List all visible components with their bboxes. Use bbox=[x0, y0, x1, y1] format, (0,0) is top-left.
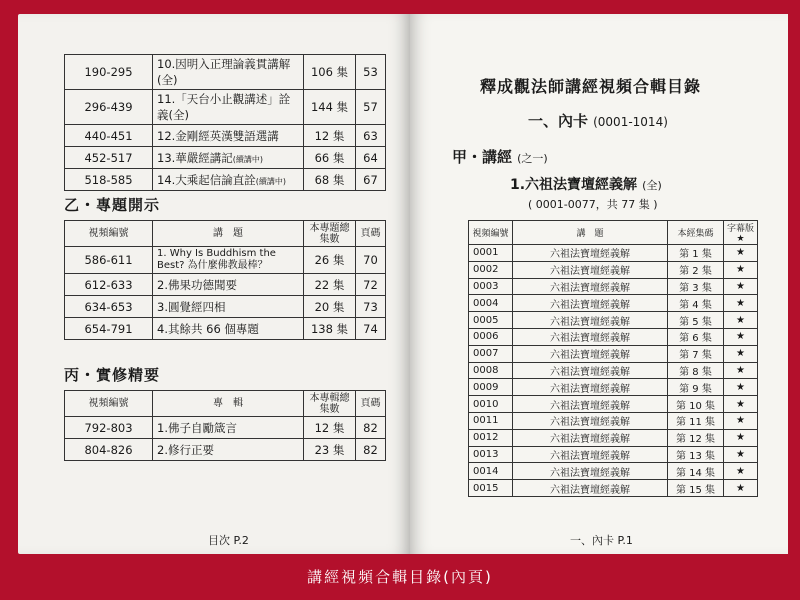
table-row bbox=[469, 429, 758, 446]
subtitle-star-icon: ★ bbox=[724, 480, 758, 497]
episode-number: 第 1 集 bbox=[668, 245, 724, 262]
episode-number: 第 5 集 bbox=[668, 312, 724, 329]
video-range: 586-611 bbox=[65, 247, 153, 274]
episode-number: 第 10 集 bbox=[668, 396, 724, 413]
table-row bbox=[65, 274, 386, 296]
video-id: 0003 bbox=[469, 278, 513, 295]
section-b-body bbox=[65, 247, 386, 340]
column-header: 頁碼 bbox=[356, 221, 386, 247]
subtitle-star-icon: ★ bbox=[724, 463, 758, 480]
episode-number: 第 15 集 bbox=[668, 480, 724, 497]
lecture-title: 六祖法寶壇經義解 bbox=[513, 345, 668, 362]
page-number: 73 bbox=[356, 296, 386, 318]
episode-number: 第 12 集 bbox=[668, 429, 724, 446]
section-c-body bbox=[65, 417, 386, 461]
table-row bbox=[469, 261, 758, 278]
series-title: 14.大乘起信論直詮 bbox=[157, 172, 256, 187]
topic-title: 4.其餘共 66 個專題 bbox=[153, 318, 304, 340]
video-id: 0007 bbox=[469, 345, 513, 362]
column-header: 本專輯總集數 bbox=[304, 391, 356, 417]
table-row bbox=[65, 55, 386, 90]
episode-number: 第 3 集 bbox=[668, 278, 724, 295]
table-row bbox=[469, 362, 758, 379]
video-id: 0004 bbox=[469, 295, 513, 312]
page-number: 57 bbox=[356, 90, 386, 125]
table-row bbox=[65, 247, 386, 274]
episode-count: 144 集 bbox=[304, 90, 356, 125]
episode-count: 66 集 bbox=[304, 147, 356, 169]
table-row bbox=[65, 90, 386, 125]
episode-count: 23 集 bbox=[304, 439, 356, 461]
lecture-title: 六祖法寶壇經義解 bbox=[513, 312, 668, 329]
lecture-title: 六祖法寶壇經義解 bbox=[513, 328, 668, 345]
series-title-cell bbox=[153, 125, 304, 147]
video-id: 0005 bbox=[469, 312, 513, 329]
video-range: 440-451 bbox=[65, 125, 153, 147]
topic-title: 2.佛果功德聞要 bbox=[153, 274, 304, 296]
table-row bbox=[65, 125, 386, 147]
topic-title: 3.圓覺經四相 bbox=[153, 296, 304, 318]
topic-title: 2.修行正要 bbox=[153, 439, 304, 461]
table-row bbox=[469, 463, 758, 480]
column-header: 講 題 bbox=[513, 221, 668, 245]
table-row bbox=[469, 396, 758, 413]
section-b-header-row bbox=[65, 221, 386, 247]
lecture-title: 六祖法寶壇經義解 bbox=[513, 429, 668, 446]
table-row bbox=[65, 439, 386, 461]
table-row bbox=[469, 446, 758, 463]
episode-number: 第 6 集 bbox=[668, 328, 724, 345]
subtitle-star-icon: ★ bbox=[724, 345, 758, 362]
column-header: 專 輯 bbox=[153, 391, 304, 417]
episode-count: 22 集 bbox=[304, 274, 356, 296]
sutra-heading bbox=[510, 174, 662, 194]
right-page bbox=[410, 14, 788, 554]
episode-header-row bbox=[469, 221, 758, 245]
series-note: (續講中) bbox=[255, 176, 287, 186]
table-row bbox=[65, 169, 386, 191]
page-number: 82 bbox=[356, 417, 386, 439]
series-title-cell bbox=[153, 169, 304, 191]
lecture-title: 六祖法寶壇經義解 bbox=[513, 362, 668, 379]
episode-number: 第 13 集 bbox=[668, 446, 724, 463]
video-id: 0012 bbox=[469, 429, 513, 446]
series-title-cell bbox=[153, 90, 304, 125]
page-number: 82 bbox=[356, 439, 386, 461]
table-row bbox=[469, 245, 758, 262]
video-range: 518-585 bbox=[65, 169, 153, 191]
video-id: 0010 bbox=[469, 396, 513, 413]
right-footer: 一、內卡 P.1 bbox=[570, 534, 633, 547]
video-id: 0013 bbox=[469, 446, 513, 463]
video-range: 654-791 bbox=[65, 318, 153, 340]
column-header: 頁碼 bbox=[356, 391, 386, 417]
page-number: 63 bbox=[356, 125, 386, 147]
column-header: 本經集碼 bbox=[668, 221, 724, 245]
table-row bbox=[469, 412, 758, 429]
subtitle-star-icon: ★ bbox=[724, 278, 758, 295]
episode-number: 第 14 集 bbox=[668, 463, 724, 480]
episode-number: 第 8 集 bbox=[668, 362, 724, 379]
part-range: (0001-1014) bbox=[593, 115, 668, 129]
left-footer: 目次 P.2 bbox=[208, 534, 249, 547]
page-number: 64 bbox=[356, 147, 386, 169]
section-c-table bbox=[64, 390, 386, 461]
column-header: 講 題 bbox=[153, 221, 304, 247]
series-note: (續講中) bbox=[232, 154, 264, 164]
table-row bbox=[469, 480, 758, 497]
series-title-cell bbox=[153, 147, 304, 169]
page-number: 74 bbox=[356, 318, 386, 340]
topic-title: 1. Why Is Buddhism the Best? 為什麼佛教最棒？ bbox=[153, 247, 304, 274]
series-title: 10.因明入正理論義貫講解(全) bbox=[157, 57, 291, 87]
table-row bbox=[469, 312, 758, 329]
section-a-title: 甲・講經 bbox=[452, 148, 513, 166]
video-id: 0011 bbox=[469, 412, 513, 429]
series-title-cell bbox=[153, 55, 304, 90]
table-row bbox=[469, 328, 758, 345]
part-heading bbox=[528, 110, 668, 131]
subtitle-star-icon: ★ bbox=[724, 312, 758, 329]
lecture-title: 六祖法寶壇經義解 bbox=[513, 278, 668, 295]
episode-number: 第 11 集 bbox=[668, 412, 724, 429]
page-number: 53 bbox=[356, 55, 386, 90]
lecture-title: 六祖法寶壇經義解 bbox=[513, 379, 668, 396]
lecture-title: 六祖法寶壇經義解 bbox=[513, 396, 668, 413]
table-row bbox=[65, 296, 386, 318]
episode-count: 106 集 bbox=[304, 55, 356, 90]
table-row bbox=[469, 278, 758, 295]
subtitle-star-icon: ★ bbox=[724, 379, 758, 396]
episode-count: 26 集 bbox=[304, 247, 356, 274]
table-row bbox=[65, 318, 386, 340]
video-range: 792-803 bbox=[65, 417, 153, 439]
caption: 講經視頻合輯目錄(內頁) bbox=[307, 568, 493, 586]
section-b-table bbox=[64, 220, 386, 340]
lecture-title: 六祖法寶壇經義解 bbox=[513, 480, 668, 497]
video-id: 0002 bbox=[469, 261, 513, 278]
column-header: 本專題總集數 bbox=[304, 221, 356, 247]
video-id: 0001 bbox=[469, 245, 513, 262]
episode-count: 138 集 bbox=[304, 318, 356, 340]
column-header: 字幕版★ bbox=[724, 221, 758, 245]
top-table-body bbox=[65, 55, 386, 191]
episode-body bbox=[469, 245, 758, 497]
video-range: 452-517 bbox=[65, 147, 153, 169]
table-row bbox=[469, 379, 758, 396]
section-c-title: 丙・實修精要 bbox=[64, 366, 161, 384]
sutra-range: ( 0001-0077，共 77 集 ) bbox=[528, 198, 658, 211]
table-row bbox=[65, 417, 386, 439]
lecture-title: 六祖法寶壇經義解 bbox=[513, 412, 668, 429]
video-range: 804-826 bbox=[65, 439, 153, 461]
video-range: 612-633 bbox=[65, 274, 153, 296]
subtitle-star-icon: ★ bbox=[724, 362, 758, 379]
column-header: 視頻編號 bbox=[65, 391, 153, 417]
episode-count: 20 集 bbox=[304, 296, 356, 318]
table-row bbox=[65, 147, 386, 169]
video-range: 190-295 bbox=[65, 55, 153, 90]
part-title: 一、內卡 bbox=[528, 112, 589, 130]
video-range: 296-439 bbox=[65, 90, 153, 125]
series-title: 11.「天台小止觀講述」詮義(全) bbox=[157, 92, 291, 122]
lecture-title: 六祖法寶壇經義解 bbox=[513, 446, 668, 463]
episode-number: 第 2 集 bbox=[668, 261, 724, 278]
series-title: 13.華嚴經講記 bbox=[157, 150, 233, 165]
main-title: 釋成觀法師講經視頻合輯目錄 bbox=[480, 77, 702, 96]
video-id: 0009 bbox=[469, 379, 513, 396]
episode-count: 12 集 bbox=[304, 125, 356, 147]
page-number: 72 bbox=[356, 274, 386, 296]
top-table bbox=[64, 54, 386, 191]
video-id: 0008 bbox=[469, 362, 513, 379]
column-header: 視頻編號 bbox=[469, 221, 513, 245]
episode-number: 第 7 集 bbox=[668, 345, 724, 362]
video-id: 0006 bbox=[469, 328, 513, 345]
episode-count: 12 集 bbox=[304, 417, 356, 439]
page-number: 67 bbox=[356, 169, 386, 191]
subtitle-star-icon: ★ bbox=[724, 295, 758, 312]
lecture-title: 六祖法寶壇經義解 bbox=[513, 463, 668, 480]
subtitle-star-icon: ★ bbox=[724, 396, 758, 413]
lecture-title: 六祖法寶壇經義解 bbox=[513, 295, 668, 312]
video-id: 0015 bbox=[469, 480, 513, 497]
section-a-note: (之一) bbox=[517, 152, 548, 165]
lecture-title: 六祖法寶壇經義解 bbox=[513, 245, 668, 262]
subtitle-star-icon: ★ bbox=[724, 261, 758, 278]
video-range: 634-653 bbox=[65, 296, 153, 318]
subtitle-star-icon: ★ bbox=[724, 328, 758, 345]
episode-table bbox=[468, 220, 758, 497]
table-row bbox=[469, 295, 758, 312]
column-header: 視頻編號 bbox=[65, 221, 153, 247]
subtitle-star-icon: ★ bbox=[724, 429, 758, 446]
page-number: 70 bbox=[356, 247, 386, 274]
left-page bbox=[18, 14, 410, 554]
episode-number: 第 9 集 bbox=[668, 379, 724, 396]
subtitle-star-icon: ★ bbox=[724, 245, 758, 262]
section-b-title: 乙・專題開示 bbox=[64, 196, 161, 214]
video-id: 0014 bbox=[469, 463, 513, 480]
section-a-heading bbox=[452, 146, 548, 167]
series-title: 12.金剛經英漢雙語選講 bbox=[157, 128, 279, 143]
subtitle-star-icon: ★ bbox=[724, 446, 758, 463]
sutra-note: (全) bbox=[642, 179, 662, 192]
table-row bbox=[469, 345, 758, 362]
episode-count: 68 集 bbox=[304, 169, 356, 191]
section-c-header-row bbox=[65, 391, 386, 417]
topic-title: 1.佛子自勵箴言 bbox=[153, 417, 304, 439]
booklet bbox=[18, 14, 788, 554]
subtitle-star-icon: ★ bbox=[724, 412, 758, 429]
sutra-title: 1.六祖法寶壇經義解 bbox=[510, 177, 638, 193]
lecture-title: 六祖法寶壇經義解 bbox=[513, 261, 668, 278]
episode-number: 第 4 集 bbox=[668, 295, 724, 312]
